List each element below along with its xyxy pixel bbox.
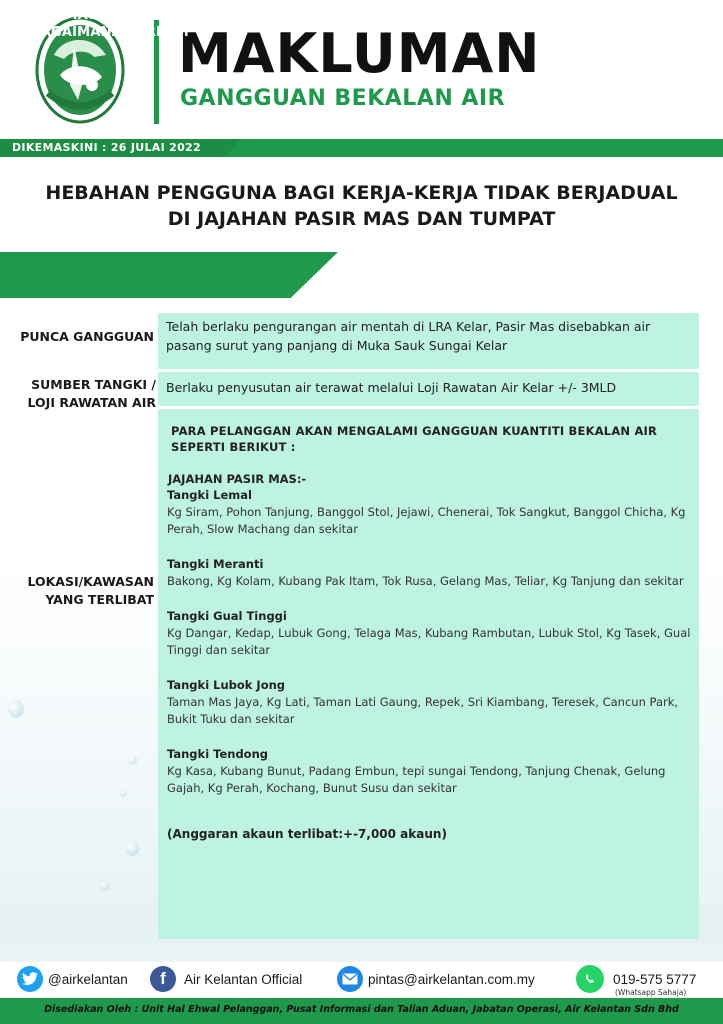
tank-block <box>167 556 693 590</box>
email-contact[interactable] <box>337 966 535 992</box>
tank-areas: Kg Kasa, Kubang Bunut, Padang Embun, tepi sungai Tendong, Tanjung Chenak, Gelung Gajah, Kg Perah, Kochang, Bunut Susu dan sekitar <box>167 764 666 795</box>
lokasi-label-line-2: YANG TERLIBAT <box>45 592 154 607</box>
tank-areas: Kg Siram, Pohon Tanjung, Banggol Stol, Jejawi, Chenerai, Tok Sangkut, Banggol Chicha, Kg Perah, Slow Machang dan sekitar <box>167 505 686 536</box>
tank-block <box>167 608 693 659</box>
tank-areas: Kg Dangar, Kedap, Lubuk Gong, Telaga Mas, Kubang Rambutan, Lubuk Stol, Kg Tasek, Gual Tinggi dan sekitar <box>167 626 691 657</box>
date-band <box>0 139 723 157</box>
water-drop-decoration <box>125 840 139 856</box>
lokasi-intro: PARA PELANGGAN AKAN MENGALAMI GANGGUAN KUANTITI BEKALAN AIR SEPERTI BERIKUT : <box>171 424 658 454</box>
whatsapp-note: (Whatsapp Sahaja) <box>615 988 687 997</box>
sumber-text: Berlaku penyusutan air terawat melalui Loji Rawatan Air Kelar +/- 3MLD <box>166 380 617 395</box>
info-banner-text <box>12 7 282 41</box>
water-drop-decoration <box>8 700 24 718</box>
tank-block <box>167 487 693 538</box>
tank-areas: Bakong, Kg Kolam, Kubang Pak Itam, Tok Rusa, Gelang Mas, Teliar, Kg Tanjung dan sekitar <box>167 574 684 588</box>
water-drop-decoration <box>100 880 110 891</box>
page-title: MAKLUMAN <box>178 22 541 85</box>
tank-name: Tangki Tendong <box>167 747 268 761</box>
sumber-label-line-2: LOJI RAWATAN AIR <box>27 395 156 410</box>
twitter-handle: @airkelantan <box>48 971 128 987</box>
tank-areas: Taman Mas Jaya, Kg Lati, Taman Lati Gaung, Repek, Sri Kiambang, Teresek, Cancun Park, Bukit Tuku dan sekitar <box>167 695 679 726</box>
email-address: pintas@airkelantan.com.my <box>368 971 535 987</box>
banner-line-2: SEBAGAIMANA BERIKUT : <box>12 25 202 40</box>
sumber-box <box>158 372 699 406</box>
water-drop-decoration <box>128 755 137 765</box>
tank-name: Tangki Gual Tinggi <box>167 609 287 623</box>
lokasi-label-line-1: LOKASI/KAWASAN <box>27 574 154 589</box>
heading-line-2: DI JAJAHAN PASIR MAS DAN TUMPAT <box>167 208 556 230</box>
tank-block <box>167 677 693 728</box>
updated-date: DIKEMASKINI : 26 JULAI 2022 <box>12 141 201 154</box>
punca-box <box>158 313 699 369</box>
district-title: JAJAHAN PASIR MAS:- <box>168 472 307 486</box>
punca-label: PUNCA GANGGUAN <box>20 329 154 344</box>
email-icon <box>337 966 363 992</box>
tank-name: Tangki Meranti <box>167 557 264 571</box>
announcement-heading <box>0 180 723 232</box>
tank-name: Tangki Lemal <box>167 488 252 502</box>
punca-text: Telah berlaku pengurangan air mentah di LRA Kelar, Pasir Mas disebabkan air pasang surut yang panjang di Muka Sauk Sungai Kelar <box>166 319 651 353</box>
sumber-label <box>10 376 156 412</box>
sumber-label-line-1: SUMBER TANGKI / <box>31 377 156 392</box>
facebook-contact[interactable] <box>150 966 302 992</box>
tank-list <box>167 487 693 797</box>
info-banner <box>0 252 338 298</box>
prepared-by-label: Disediakan Oleh : <box>44 1004 139 1015</box>
facebook-icon: f <box>150 966 176 992</box>
twitter-contact[interactable] <box>17 966 128 992</box>
phone-number: 019-575 5777 <box>613 971 697 987</box>
lokasi-label <box>10 573 154 609</box>
tank-name: Tangki Lubok Jong <box>167 678 286 692</box>
prepared-by-credit <box>0 1004 723 1015</box>
water-drop-decoration <box>120 790 126 797</box>
facebook-page: Air Kelantan Official <box>184 971 303 987</box>
twitter-icon <box>17 966 43 992</box>
page-subtitle: GANGGUAN BEKALAN AIR <box>180 86 506 111</box>
tank-block <box>167 746 693 797</box>
whatsapp-icon <box>576 965 604 993</box>
affected-accounts-estimate: (Anggaran akaun terlibat:+-7,000 akaun) <box>167 827 447 841</box>
heading-line-1: HEBAHAN PENGGUNA BAGI KERJA-KERJA TIDAK BERJADUAL <box>45 182 678 204</box>
banner-line-1: MAKLUMAT GANGGUAN BEKALAN <box>12 8 261 23</box>
prepared-by-value: Unit Hal Ehwal Pelanggan, Pusat Informasi dan Talian Aduan, Jabatan Operasi, Air Kelantan Sdn Bhd <box>141 1004 679 1015</box>
lokasi-box <box>158 409 699 939</box>
